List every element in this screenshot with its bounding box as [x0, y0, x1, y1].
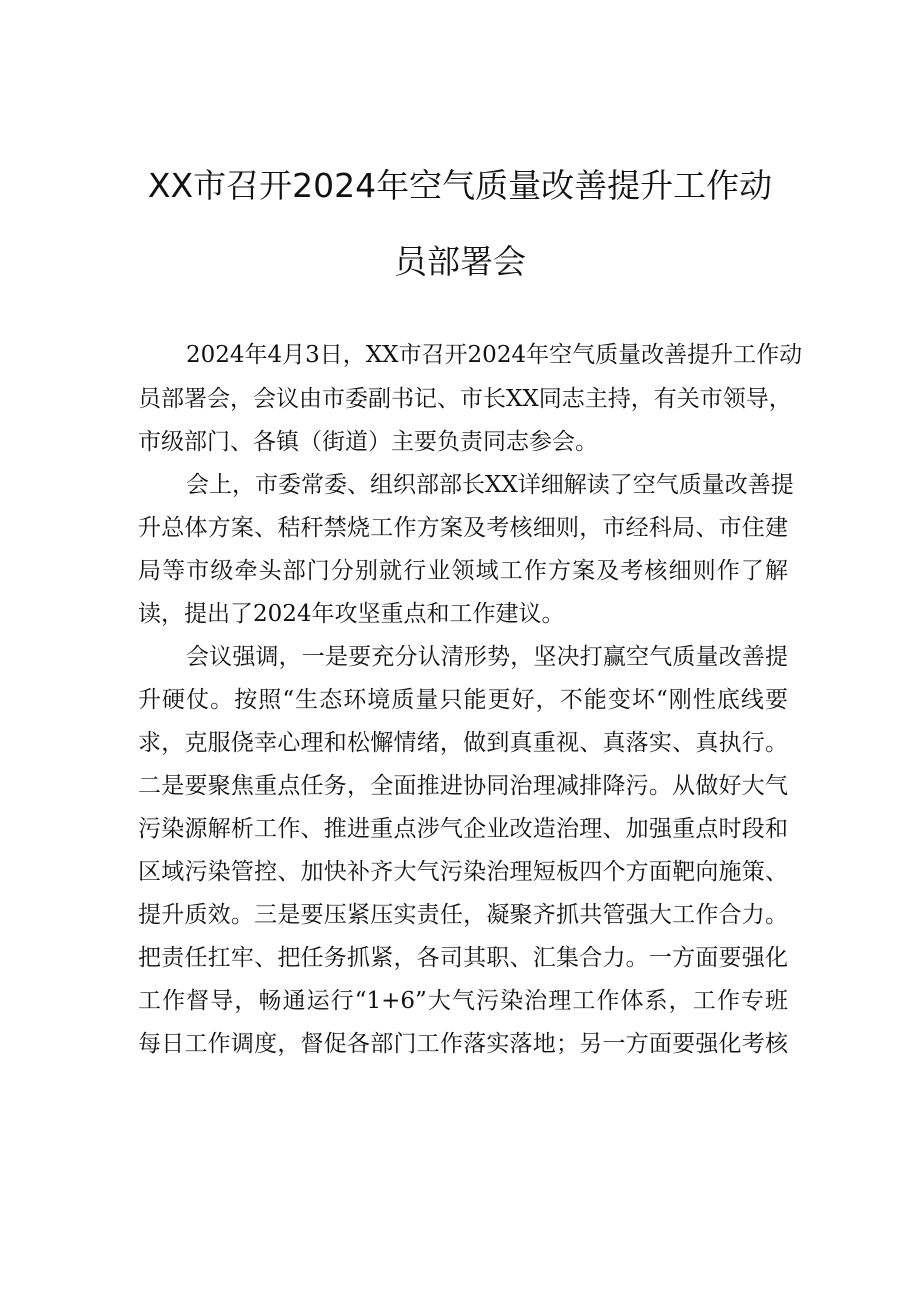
paragraph-line: 员部署会，会议由市委副书记、市长XX同志主持，有关市领导，	[138, 386, 792, 412]
paragraph-line: 每日工作调度，督促各部门工作落实落地；另一方面要强化考核	[138, 1031, 788, 1057]
paragraph-line: 市级部门、各镇（街道）主要负责同志参会。	[138, 429, 598, 455]
paragraph-line: 区域污染管控、加快补齐大气污染治理短板四个方面靶向施策、	[138, 859, 788, 885]
paragraph-line: 2024年4月3日，XX市召开2024年空气质量改善提升工作动	[186, 342, 803, 368]
paragraph-line: 把责任扛牢、把任务抓紧，各司其职、汇集合力。一方面要强化	[138, 945, 788, 971]
paragraph-line: 会上，市委常委、组织部部长XX详细解读了空气质量改善提	[186, 472, 794, 498]
paragraph-line: 读，提出了2024年攻坚重点和工作建议。	[138, 601, 565, 627]
paragraph-line: 二是要聚焦重点任务，全面推进协同治理减排降污。从做好大气	[138, 773, 788, 799]
paragraph-line: 污染源解析工作、推进重点涉气企业改造治理、加强重点时段和	[138, 816, 788, 842]
paragraph-line: 升硬仗。按照“生态环境质量只能更好，不能变坏“刚性底线要	[138, 687, 788, 713]
paragraph-line: 升总体方案、秸秆禁烧工作方案及考核细则，市经科局、市住建	[138, 515, 788, 541]
paragraph-line: 工作督导，畅通运行“1+6”大气污染治理工作体系，工作专班	[138, 988, 788, 1014]
paragraph-line: 局等市级牵头部门分别就行业领域工作方案及考核细则作了解	[138, 558, 788, 584]
paragraph-line: 提升质效。三是要压紧压实责任，凝聚齐抓共管强大工作合力。	[138, 902, 788, 928]
paragraph-line: 会议强调，一是要充分认清形势，坚决打赢空气质量改善提	[186, 644, 788, 670]
document-title-line-1: XX市召开2024年空气质量改善提升工作动	[147, 166, 773, 205]
document-title-line-2: 员部署会	[394, 242, 526, 281]
paragraph-line: 求，克服侥幸心理和松懈情绪，做到真重视、真落实、真执行。	[138, 730, 788, 756]
